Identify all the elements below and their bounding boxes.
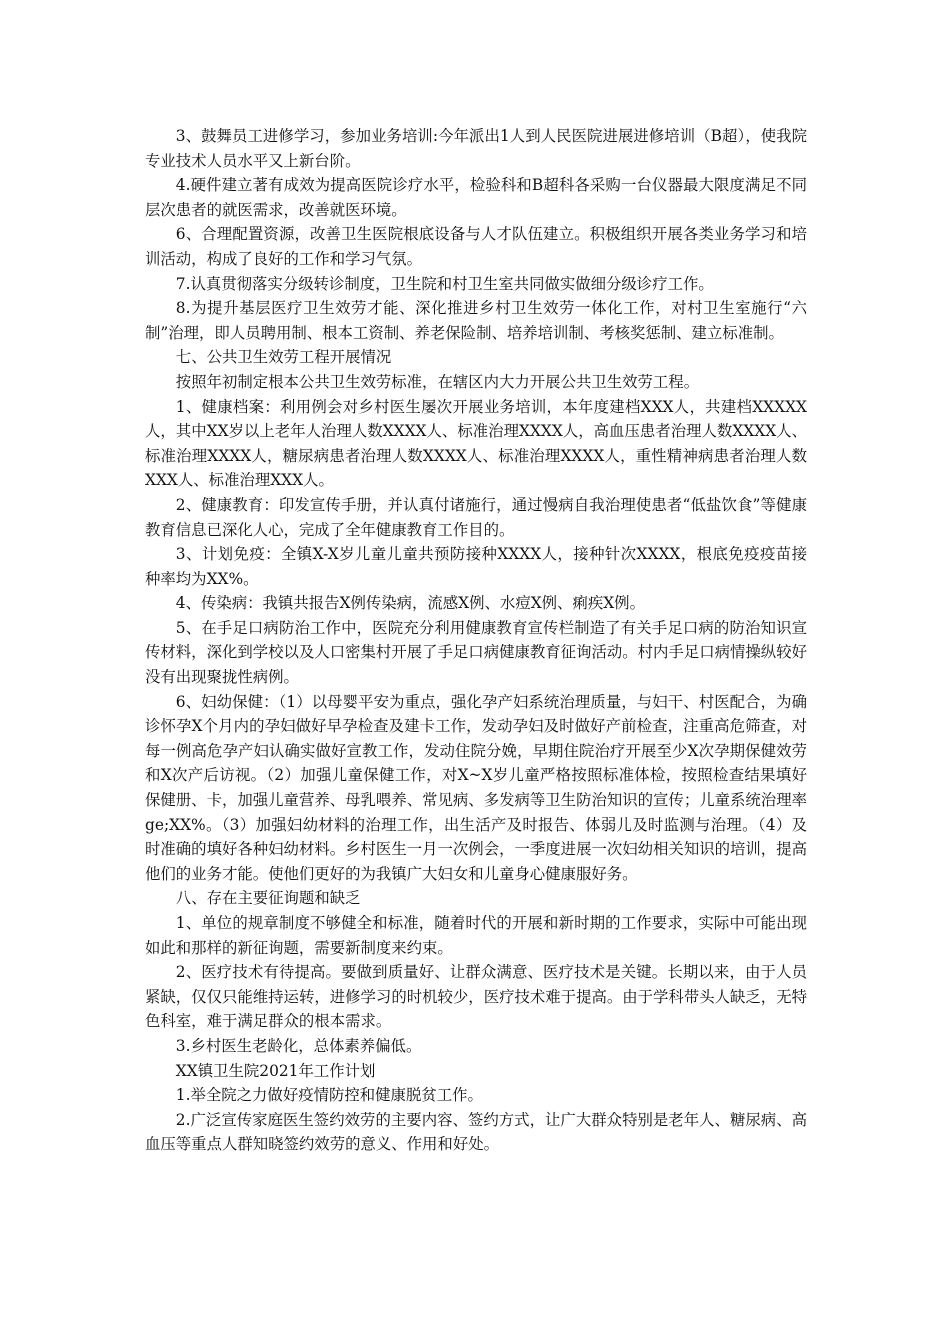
- section-heading-public-health: 七、公共卫生效劳工程开展情况: [175, 348, 392, 367]
- paragraph-hfmd: 5、在手足口病防治工作中，医院充分利用健康教育宣传栏制造了有关手足口病的防治知识宣传材料，深化到学校以及人口密集村开展了手足口病健康教育征询活动。村内手足口病情操纵较好没有出现聚拢性病例。: [145, 618, 807, 687]
- paragraph-referral: 7.认真贯彻落实分级转诊制度，卫生院和村卫生室共同做实做细分级诊疗工作。: [175, 274, 714, 293]
- paragraph-problem-technology: 2、医疗技术有待提高。要做到质量好、让群众满意、医疗技术是关键。长期以来，由于人员紧缺，仅仅只能维持运转，进修学习的时机较少，医疗技术难于提高。由于学科带头人缺乏，无特色科室，难于满足群众的根本需求。: [145, 963, 807, 1031]
- paragraph-six-systems: 8.为提升基层医疗卫生效劳才能、深化推进乡村卫生效劳一体化工作，对村卫生室施行“六制”治理，即人员聘用制、根本工资制、养老保险制、培养培训制、考核奖惩制、建立标准制。: [145, 299, 807, 342]
- section-heading-work-plan: XX镇卫生院2021年工作计划: [175, 1061, 376, 1080]
- paragraph-plan-family-doctor: 2.广泛宣传家庭医生签约效劳的主要内容、签约方式，让广大群众特别是老年人、糖尿病、高血压等重点人群知晓签约效劳的意义、作用和好处。: [145, 1110, 807, 1154]
- paragraph-problem-rules: 1、单位的规章制度不够健全和标准，随着时代的开展和新时期的工作要求，实际中可能出现如此和那样的新征询题，需要新制度来约束。: [145, 914, 807, 957]
- paragraph-hardware: 4.硬件建立著有成效为提高医院诊疗水平，检验科和B超科各采购一台仪器最大限度满足不同层次患者的就医需求，改善就医环境。: [145, 176, 807, 219]
- paragraph-plan-epidemic: 1.举全院之力做好疫情防控和健康脱贫工作。: [175, 1086, 483, 1105]
- paragraph-health-records: 1、健康档案：利用例会对乡村医生屡次开展业务培训，本年度建档XXX人，共建档XXXXX人，其中XX岁以上老年人治理人数XXXX人、标准治理XXXX人，高血压患者治理人数XXXX人、标准治理XXXX人，糖尿病患者治理人数XXXX人、标准治理XXXX人，重性精神病患者治理人数XXX人、标准治理XXX人。: [145, 397, 807, 490]
- section-heading-problems: 八、存在主要征询题和缺乏: [175, 889, 361, 908]
- paragraph-resources: 6、合理配置资源，改善卫生医院根底设备与人才队伍建立。积极组织开展各类业务学习和培训活动，构成了良好的工作和学习气氛。: [145, 225, 807, 268]
- paragraph-health-education: 2、健康教育：印发宣传手册，并认真付诸施行，通过慢病自我治理使患者“低盐饮食”等健康教育信息已深化人心，完成了全年健康教育工作目的。: [145, 495, 807, 539]
- paragraph-infectious-disease: 4、传染病：我镇共报告X例传染病，流感X例、水痘X例、痢疾X例。: [175, 594, 645, 613]
- paragraph-maternal-child: 6、妇幼保健：（1）以母婴平安为重点，强化孕产妇系统治理质量，与妇干、村医配合，为确诊怀孕X个月内的孕妇做好早孕检查及建卡工作，发动孕妇及时做好产前检查，注重高危筛查，对每一例高危孕产妇认确实做好宣教工作，发动住院分娩，早期住院治疗开展至少X次孕期保健效劳和X次产后访视。（2）加强儿童保健工作，对X~X岁儿童严格按照标准体检，按照检查结果填好保健册、卡，加强儿童营养、母乳喂养、常见病、多发病等卫生防治知识的宣传；儿童系统治理率ge;XX%。（3）加强妇幼材料的治理工作，出生活产及时报告、体弱儿及时监测与治理。（4）及时准确的填好各种妇幼材料。乡村医生一月一次例会，一季度进展一次妇幼相关知识的培训，提高他们的业务才能。使他们更好的为我镇广大妇女和儿童身心健康服好务。: [145, 692, 807, 883]
- paragraph-public-health-intro: 按照年初制定根本公共卫生效劳标准，在辖区内大力开展公共卫生效劳工程。: [175, 372, 700, 391]
- paragraph-problem-aging: 3.乡村医生老龄化，总体素养偏低。: [175, 1036, 422, 1055]
- paragraph-immunization: 3、计划免疫：全镇X-X岁儿童儿童共预防接种XXXX人，接种针次XXXX，根底免疫疫苗接种率均为XX%。: [145, 545, 807, 588]
- document-body: [145, 124, 807, 1157]
- paragraph-training: 3、鼓舞员工进修学习，参加业务培训:今年派出1人到人民医院进展进修培训（B超），使我院专业技术人员水平又上新台阶。: [145, 127, 807, 170]
